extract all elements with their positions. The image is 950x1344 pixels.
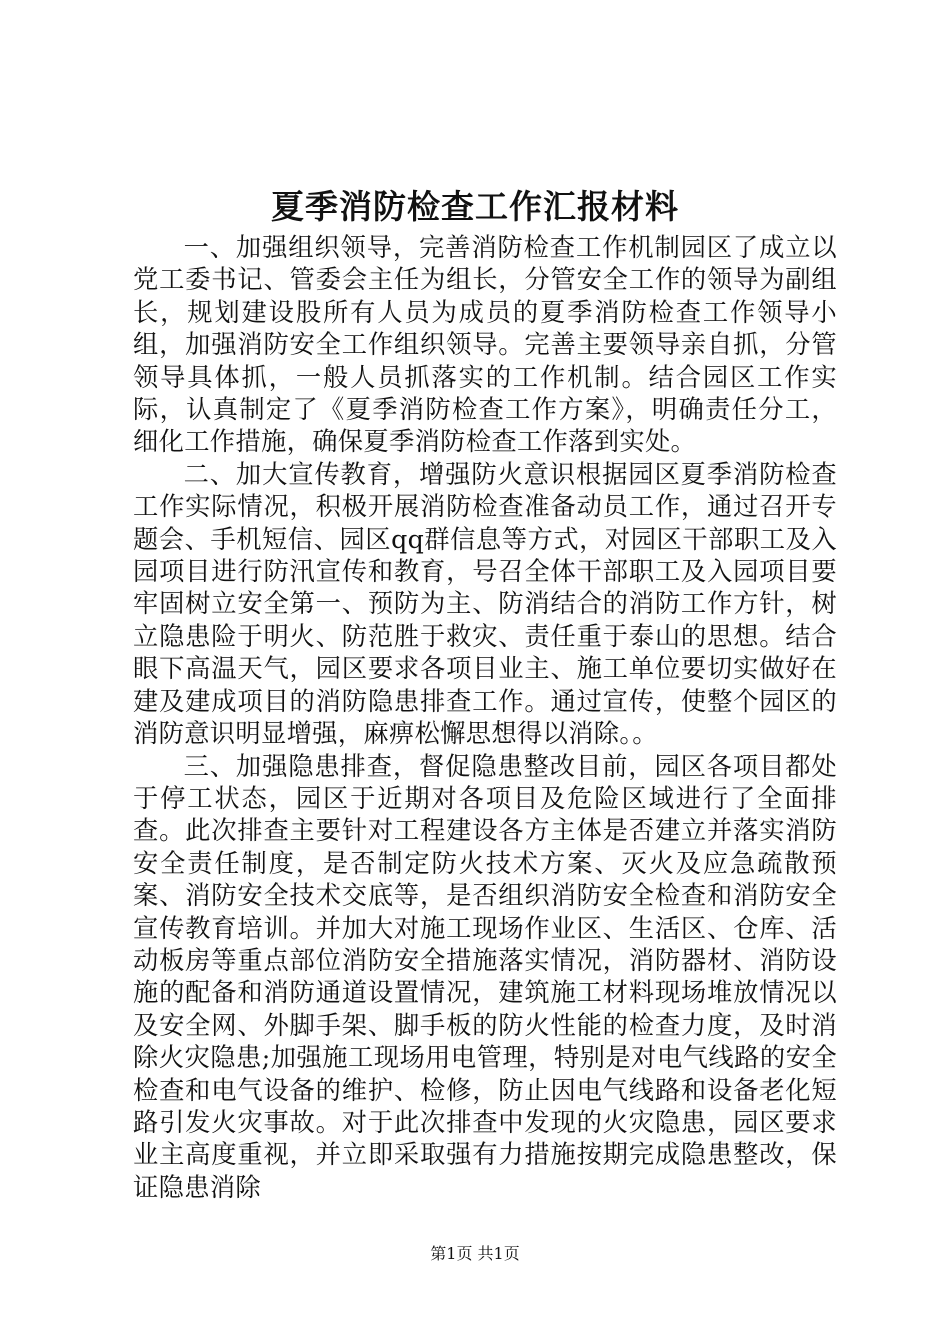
paragraph-1: 一、加强组织领导，完善消防检查工作机制园区了成立以党工委书记、管委会主任为组长，分管安全工作的领导为副组长，规划建设股所有人员为成员的夏季消防检查工作领导小组，加强消防安全工作组织领导。完善主要领导亲自抓，分管领导具体抓，一般人员抓落实的工作机制。结合园区工作实际，认真制定了《夏季消防检查工作方案》，明确责任分工，细化工作措施，确保夏季消防检查工作落到实处。 xyxy=(133,233,837,457)
document-title: 夏季消防检查工作汇报材料 xyxy=(271,187,679,226)
paragraph-2: 二、加大宣传教育，增强防火意识根据园区夏季消防检查工作实际情况，积极开展消防检查准备动员工作，通过召开专题会、手机短信、园区qq群信息等方式，对园区干部职工及入园项目进行防汛宣传和教育，号召全体干部职工及入园项目要牢固树立安全第一、预防为主、防消结合的消防工作方针，树立隐患险于明火、防范胜于救灾、责任重于泰山的思想。结合眼下高温天气，园区要求各项目业主、施工单位要切实做好在建及建成项目的消防隐患排查工作。通过宣传，使整个园区的消防意识明显增强，麻痹松懈思想得以消除。。 xyxy=(133,459,837,749)
paragraph-3: 三、加强隐患排查，督促隐患整改目前，园区各项目都处于停工状态，园区于近期对各项目及危险区域进行了全面排查。此次排查主要针对工程建设各方主体是否建立并落实消防安全责任制度，是否制定防火技术方案、灭火及应急疏散预案、消防安全技术交底等，是否组织消防安全检查和消防安全宣传教育培训。并加大对施工现场作业区、生活区、仓库、活动板房等重点部位消防安全措施落实情况，消防器材、消防设施的配备和消防通道设置情况，建筑施工材料现场堆放情况以及安全网、外脚手架、脚手板的防火性能的检查力度，及时消除火灾隐患;加强施工现场用电管理，特别是对电气线路的安全检查和电气设备的维护、检修，防止因电气线路和设备老化短路引发火灾事故。对于此次排查中发现的火灾隐患，园区要求业主高度重视，并立即采取强有力措施按期完成隐患整改，保证隐患消除 xyxy=(133,751,837,1202)
page-footer: 第1页 共1页 xyxy=(430,1244,520,1263)
document-body xyxy=(133,232,837,1204)
